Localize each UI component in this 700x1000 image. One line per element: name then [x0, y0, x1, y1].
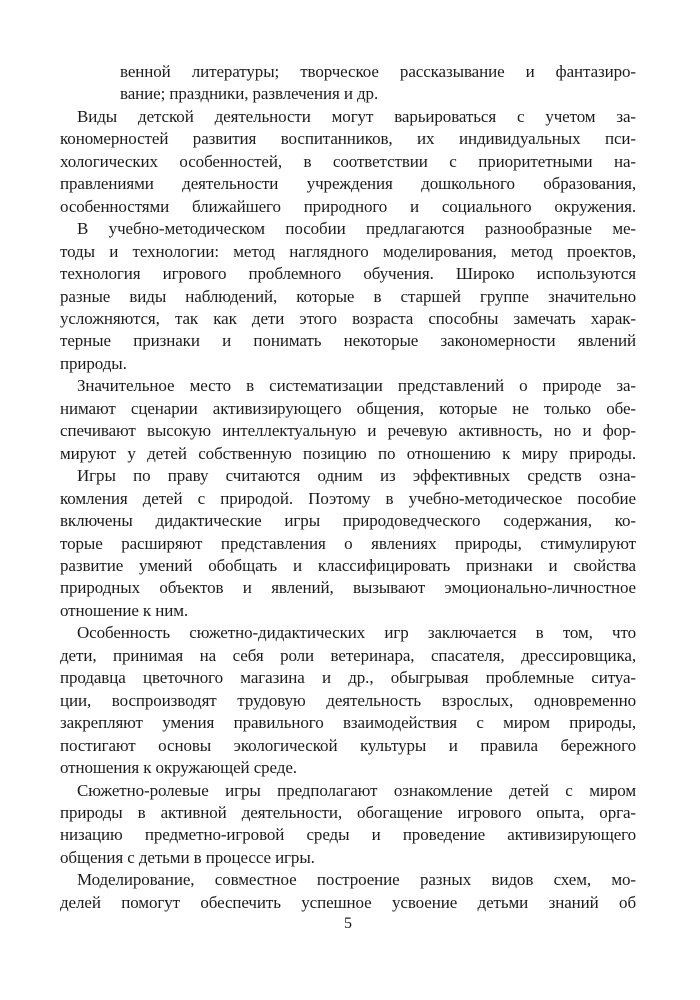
- text-line: мируют у детей собственную позицию по отношению к миру природы.: [60, 443, 636, 463]
- text-line: закрепляют умения правильного взаимодействия с миром природы,: [60, 713, 636, 733]
- page-number: 5: [344, 915, 352, 932]
- text-line: технология игрового проблемного обучения. Широко используются: [60, 264, 636, 284]
- text-line: тоды и технологии: метод наглядного моделирования, метод проектов,: [60, 241, 636, 261]
- text-line: природы в активной деятельности, обогащение игрового опыта, орга-: [60, 802, 636, 822]
- text-line: отношения к окружающей среде.: [60, 758, 297, 778]
- text-line: развитие умений обобщать и классифицировать признаки и свойства: [60, 555, 636, 575]
- text-line: делей помогут обеспечить успешное усвоение детьми знаний об: [60, 892, 636, 912]
- text-line: Виды детской деятельности могут варьироваться с учетом за-: [77, 106, 636, 126]
- text-line: нимают сценарии активизирующего общения, которые не только обе-: [60, 398, 636, 418]
- text-line: постигают основы экологической культуры и правила бережного: [60, 735, 636, 755]
- text-block: [60, 61, 636, 914]
- text-line: Моделирование, совместное построение разных видов схем, мо-: [77, 870, 636, 890]
- text-line: природы.: [60, 353, 127, 373]
- text-line: В учебно-методическом пособии предлагаются разнообразные ме-: [77, 219, 636, 239]
- text-line: ции, воспроизводят трудовую деятельность взрослых, одновременно: [60, 690, 636, 710]
- text-line: Игры по праву считаются одним из эффективных средств озна-: [77, 466, 636, 486]
- text-line: спечивают высокую интеллектуальную и речевую активность, но и фор-: [60, 421, 636, 441]
- text-line: Сюжетно-ролевые игры предполагают ознакомление детей с миром: [77, 780, 636, 800]
- text-line: кономерностей развития воспитанников, их индивидуальных пси-: [60, 129, 636, 149]
- text-line: правлениями деятельности учреждения дошкольного образования,: [60, 174, 636, 194]
- text-line: дети, принимая на себя роли ветеринара, спасателя, дрессировщика,: [60, 645, 636, 665]
- text-line: терные признаки и понимать некоторые закономерности явлений: [60, 331, 636, 351]
- text-line: включены дидактические игры природоведческого содержания, ко-: [60, 511, 636, 531]
- text-line: низацию предметно-игровой среды и проведение активизирующего: [60, 825, 636, 845]
- text-line: отношение к ним.: [60, 600, 189, 620]
- text-line: Особенность сюжетно-дидактических игр заключается в том, что: [77, 623, 636, 643]
- text-line: хологических особенностей, в соответствии с приоритетными на-: [60, 151, 636, 171]
- text-line: продавца цветочного магазина и др., обыгрывая проблемные ситуа-: [60, 668, 636, 688]
- text-line: венной литературы; творческое рассказывание и фантазиро-: [120, 62, 636, 81]
- text-line: усложняются, так как дети этого возраста способны замечать харак-: [60, 308, 636, 328]
- text-line: общения с детьми в процессе игры.: [60, 847, 315, 867]
- text-line: торые расширяют представления о явлениях природы, стимулируют: [60, 533, 636, 553]
- text-line: особенностями ближайшего природного и социального окружения.: [60, 196, 636, 216]
- text-line: вание; праздники, развлечения и др.: [120, 84, 379, 104]
- text-line: Значительное место в систематизации представлений о природе за-: [77, 376, 636, 396]
- text-line: разные виды наблюдений, которые в старшей группе значительно: [60, 286, 636, 306]
- text-line: природных объектов и явлений, вызывают эмоционально-личностное: [60, 578, 636, 598]
- text-line: комления детей с природой. Поэтому в учебно-методическое пособие: [60, 488, 636, 508]
